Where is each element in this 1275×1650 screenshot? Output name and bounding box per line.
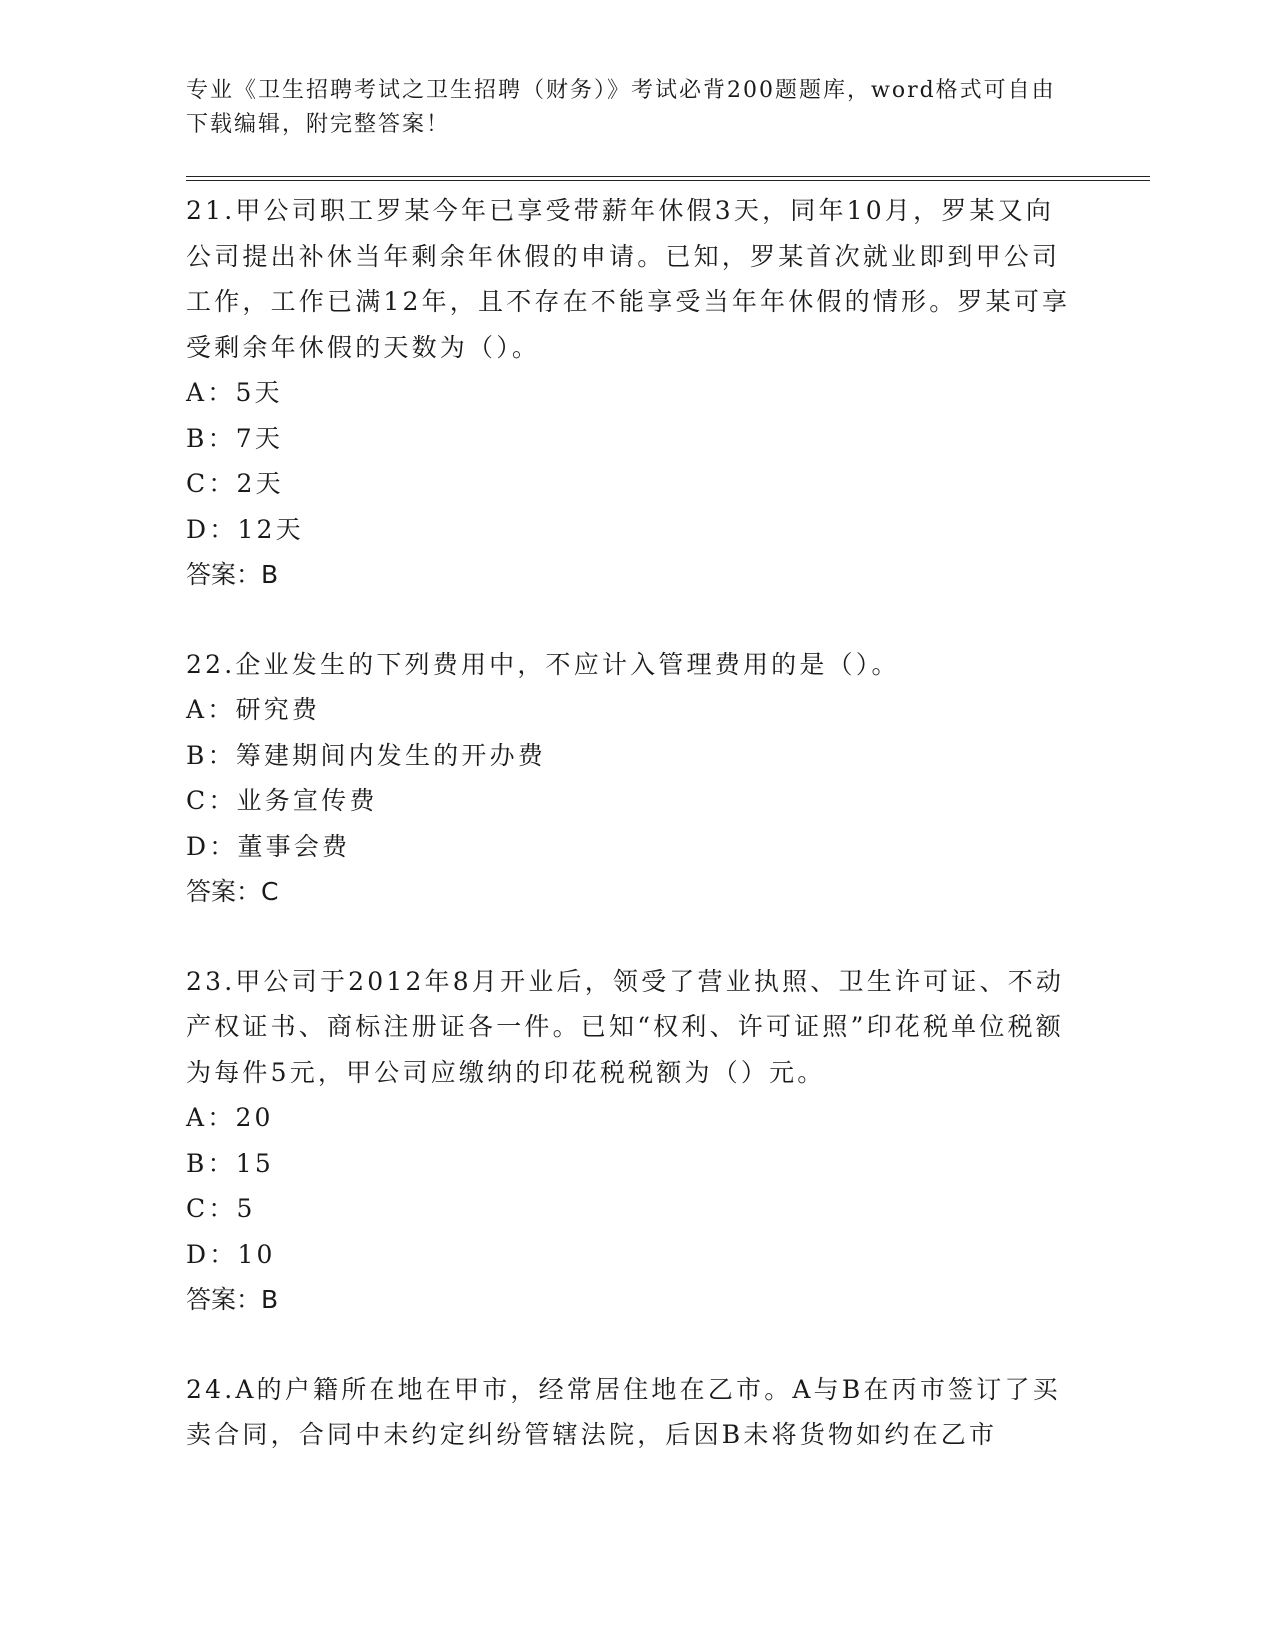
question-21 <box>186 188 1076 598</box>
question-text: 21.甲公司职工罗某今年已享受带薪年休假3天，同年10月，罗某又向公司提出补休当年剩余年休假的申请。已知，罗某首次就业即到甲公司工作，工作已满12年，且不存在不能享受当年年休假的情形。罗某可享受剩余年休假的天数为（）。 <box>186 196 1071 362</box>
question-23 <box>186 959 1076 1323</box>
header-divider <box>186 176 1150 181</box>
option-c: C：2天 <box>186 469 284 498</box>
option-d: D：董事会费 <box>186 831 351 861</box>
question-text: 24.A的户籍所在地在甲市，经常居住地在乙市。A与B在丙市签订了买卖合同，合同中未约定纠纷管辖法院，后因B未将货物如约在乙市 <box>186 1374 1061 1449</box>
option-a: A：研究费 <box>186 695 321 724</box>
option-d: D：12天 <box>186 514 304 544</box>
question-24 <box>186 1367 1076 1458</box>
option-b: B：筹建期间内发生的开办费 <box>186 740 546 770</box>
option-a: A：5天 <box>186 378 283 407</box>
option-c: C：5 <box>186 1194 256 1223</box>
question-text: 22.企业发生的下列费用中，不应计入管理费用的是（）。 <box>186 649 900 679</box>
option-d: D：10 <box>186 1239 276 1269</box>
option-a: A：20 <box>186 1103 274 1132</box>
answer-line: 答案：B <box>186 1285 279 1314</box>
answer-line: 答案：B <box>186 560 279 589</box>
question-list <box>186 188 1076 1458</box>
question-text: 23.甲公司于2012年8月开业后，领受了营业执照、卫生许可证、不动产权证书、商标注册证各一件。已知“权利、许可证照”印花税单位税额为每件5元，甲公司应缴纳的印花税税额为（）元。 <box>186 966 1065 1087</box>
question-22 <box>186 642 1076 915</box>
answer-line: 答案：C <box>186 877 279 906</box>
option-c: C：业务宣传费 <box>186 786 378 815</box>
option-b: B：7天 <box>186 423 284 453</box>
document-header: 专业《卫生招聘考试之卫生招聘（财务）》考试必背200题题库，word格式可自由下载编辑，附完整答案！ <box>186 78 1056 137</box>
option-b: B：15 <box>186 1148 274 1178</box>
